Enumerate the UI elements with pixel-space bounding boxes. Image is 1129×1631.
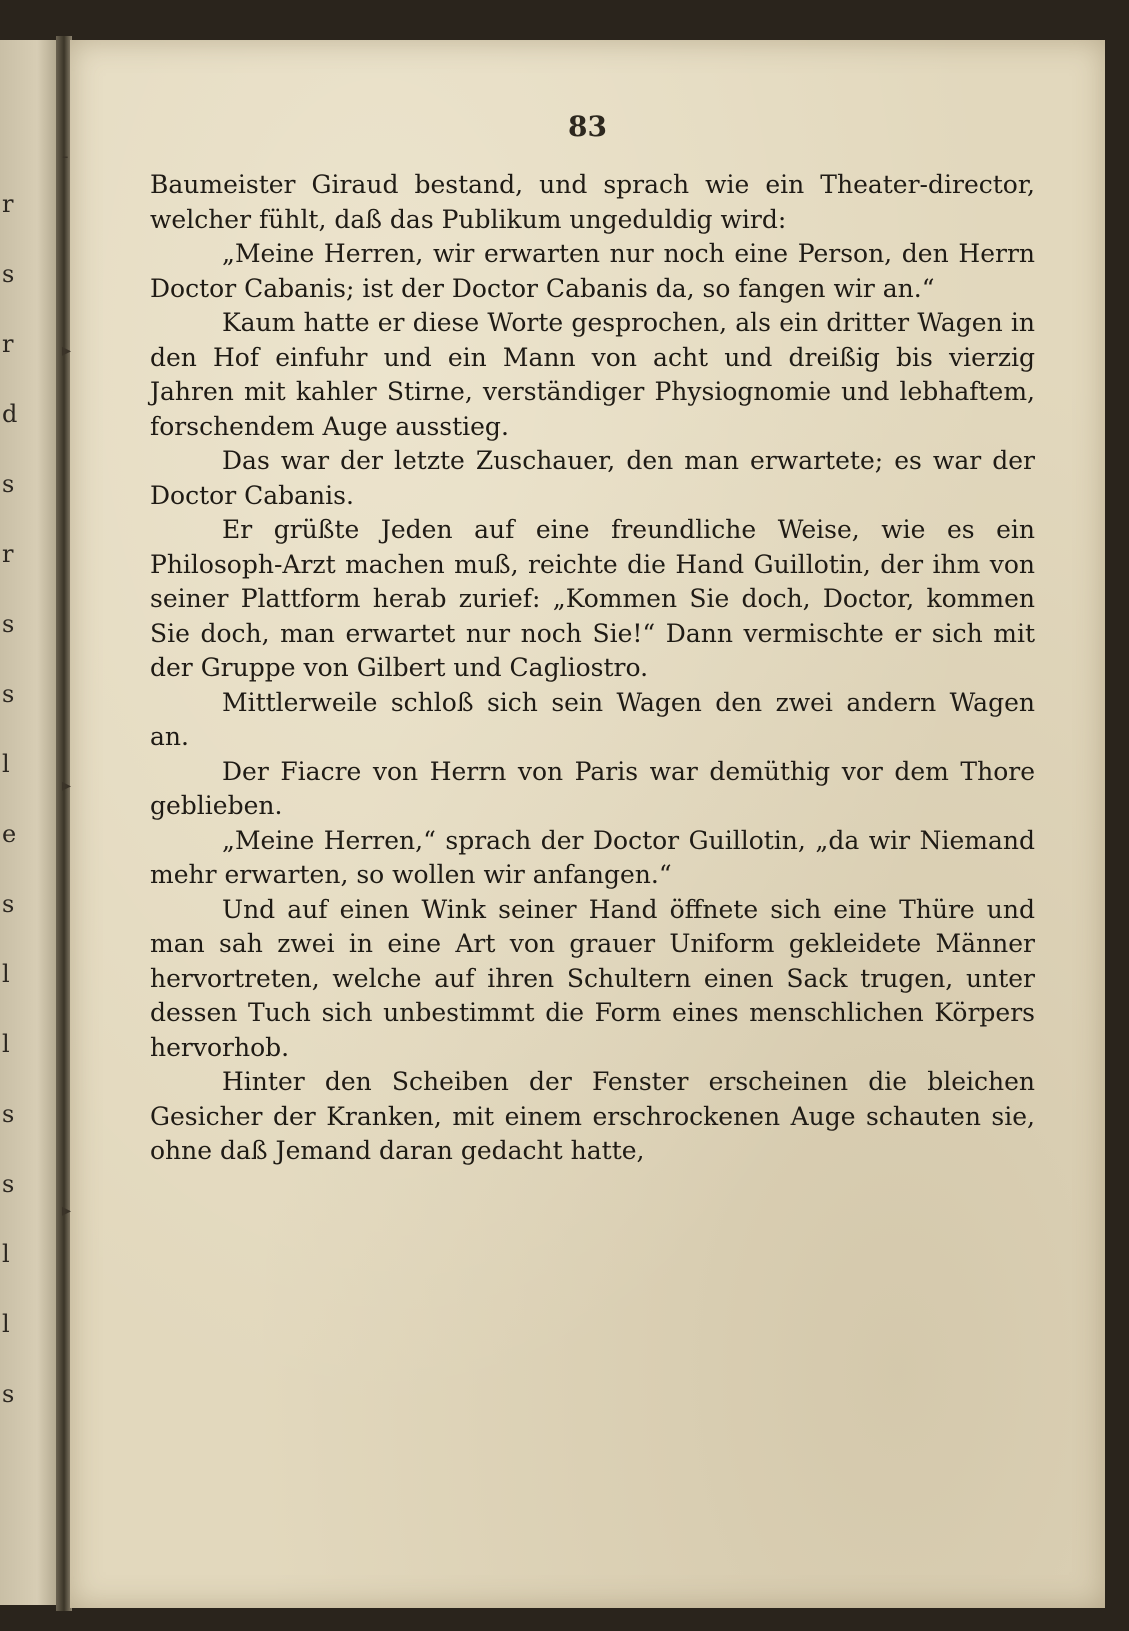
paragraph: Kaum hatte er diese Worte gesprochen, als ein dritter Wagen in den Hof einfuhr und ein Mann von acht und dreißig bis vierzig Jahren mit kahler Stirne, verständiger Physiognomie und lebhaftem, forschendem Auge ausstieg. bbox=[150, 308, 1035, 441]
paragraph: Hinter den Scheiben der Fenster erscheinen die bleichen Gesicher der Kranken, mit einem erschrockenen Auge schauten sie, ohne daß Jemand daran gedacht hatte, bbox=[150, 1067, 1035, 1165]
left-edge-mark: - bbox=[62, 146, 69, 167]
previous-page-mark: s bbox=[2, 1100, 15, 1128]
previous-page-mark: r bbox=[2, 330, 14, 358]
previous-page-mark: l bbox=[2, 1030, 10, 1058]
previous-page-mark: d bbox=[2, 400, 18, 428]
paragraph: Baumeister Giraud bestand, und sprach wie ein Theater-director, welcher fühlt, daß das Publikum ungeduldig wird: bbox=[150, 170, 1035, 234]
previous-page-mark: s bbox=[2, 1170, 15, 1198]
previous-page-mark: l bbox=[2, 750, 10, 778]
page-number: 83 bbox=[568, 110, 607, 143]
page bbox=[62, 40, 1105, 1608]
previous-page-mark: l bbox=[2, 1310, 10, 1338]
previous-page-mark: l bbox=[2, 1240, 10, 1268]
paragraph: Mittlerweile schloß sich sein Wagen den zwei andern Wagen an. bbox=[150, 687, 1035, 751]
left-edge-mark: ▸ bbox=[62, 340, 72, 361]
previous-page-edge bbox=[0, 40, 62, 1605]
previous-page-mark: e bbox=[2, 820, 17, 848]
previous-page-mark: s bbox=[2, 1380, 15, 1408]
previous-page-mark: s bbox=[2, 890, 15, 918]
left-edge-mark: ▸ bbox=[62, 775, 72, 796]
paragraph: Und auf einen Wink seiner Hand öffnete sich eine Thüre und man sah zwei in eine Art von grauer Uniform gekleidete Männer hervortreten, welche auf ihren Schultern einen Sack trugen, unter dessen Tuch sich unbestimmt die Form eines menschlichen Körpers hervorhob. bbox=[150, 894, 1035, 1062]
previous-page-mark: l bbox=[2, 960, 10, 988]
previous-page-mark: s bbox=[2, 470, 15, 498]
previous-page-mark: s bbox=[2, 680, 15, 708]
paragraph: Er grüßte Jeden auf eine freundliche Weise, wie es ein Philosoph-Arzt machen muß, reichte die Hand Guillotin, der ihm von seiner Plattform herab zurief: „Kommen Sie doch, Doctor, kommen Sie doch, man erwartet nur noch Sie!“ Dann vermischte er sich mit der Gruppe von Gilbert und Cagliostro. bbox=[150, 515, 1035, 682]
left-edge-mark: ▸ bbox=[62, 1200, 72, 1221]
previous-page-mark: s bbox=[2, 260, 15, 288]
paragraph: Der Fiacre von Herrn von Paris war demüthig vor dem Thore geblieben. bbox=[150, 756, 1035, 820]
previous-page-mark: r bbox=[2, 190, 14, 218]
paragraph: „Meine Herren, wir erwarten nur noch eine Person, den Herrn Doctor Cabanis; ist der Doctor Cabanis da, so fangen wir an.“ bbox=[150, 239, 1035, 303]
body-text bbox=[150, 168, 1035, 1169]
previous-page-mark: s bbox=[2, 610, 15, 638]
paragraph: Das war der letzte Zuschauer, den man erwartete; es war der Doctor Cabanis. bbox=[150, 446, 1035, 510]
previous-page-margin-marks bbox=[0, 40, 20, 1605]
paragraph: „Meine Herren,“ sprach der Doctor Guillotin, „da wir Niemand mehr erwarten, so wollen wir anfangen.“ bbox=[150, 825, 1035, 889]
previous-page-mark: r bbox=[2, 540, 14, 568]
